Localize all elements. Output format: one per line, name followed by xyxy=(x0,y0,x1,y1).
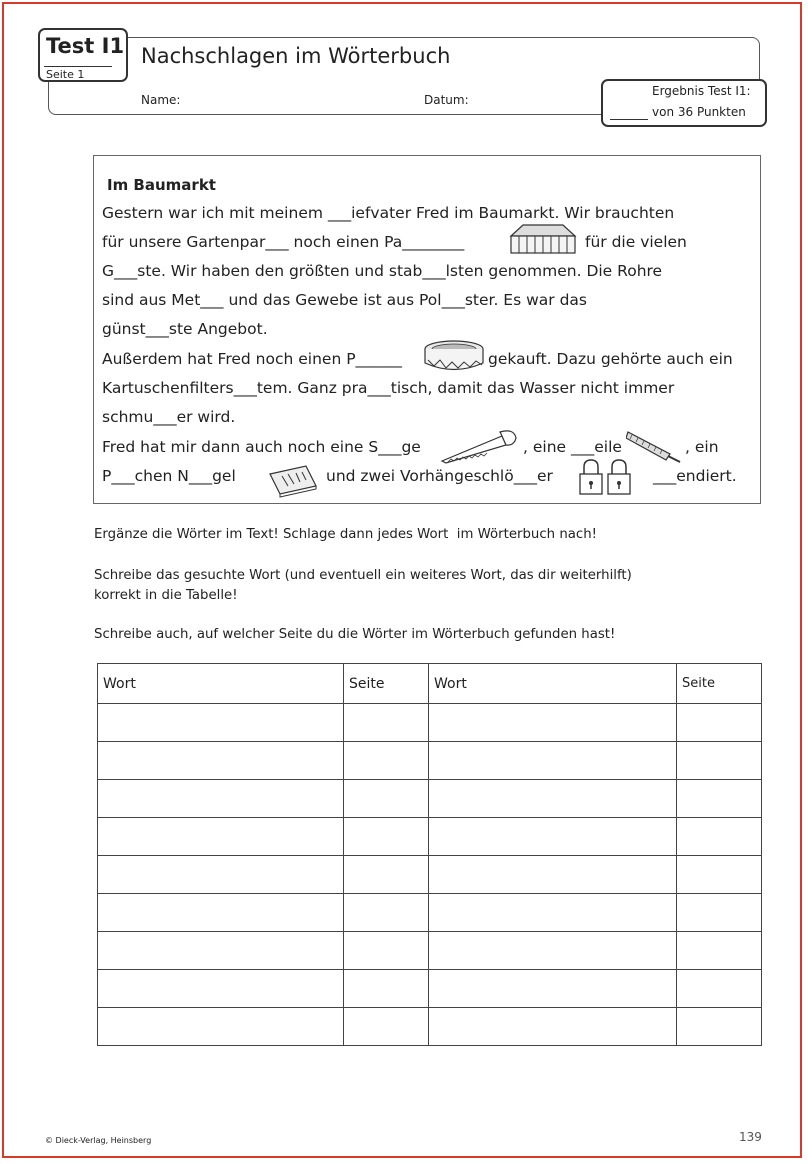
story-line: Außerdem hat Fred noch einen P______ xyxy=(102,350,403,368)
story-line: und zwei Vorhängeschlö___er xyxy=(326,467,553,485)
word-cell[interactable] xyxy=(98,704,344,742)
word-cell[interactable] xyxy=(98,818,344,856)
publisher-note: © Dieck-Verlag, Heinsberg xyxy=(45,1136,152,1145)
pool-icon xyxy=(422,338,486,374)
page-cell[interactable] xyxy=(677,704,762,742)
result-blank xyxy=(610,105,648,120)
table-row xyxy=(98,894,762,932)
divider xyxy=(44,66,112,67)
story-line: Fred hat mir dann auch noch eine S___ge xyxy=(102,438,421,456)
story-line: P___chen N___gel xyxy=(102,467,236,485)
story-line: , eine ___eile xyxy=(523,438,622,456)
tent-icon xyxy=(507,222,579,256)
word-cell[interactable] xyxy=(429,780,677,818)
story-line: , ein xyxy=(685,438,719,456)
file-tool-icon xyxy=(626,428,682,464)
header-cell-word: Wort xyxy=(98,664,344,704)
story-line: gekauft. Dazu gehörte auch ein xyxy=(488,350,733,368)
word-cell[interactable] xyxy=(98,742,344,780)
word-cell[interactable] xyxy=(98,970,344,1008)
story-title: Im Baumarkt xyxy=(107,176,216,194)
page-cell[interactable] xyxy=(677,742,762,780)
page-cell[interactable] xyxy=(344,856,429,894)
page-cell[interactable] xyxy=(344,1008,429,1046)
table-row xyxy=(98,742,762,780)
instruction: Schreibe das gesuchte Wort (und eventuell ein weiteres Wort, das dir weiterhilft) xyxy=(94,568,632,583)
word-cell[interactable] xyxy=(429,704,677,742)
page-number: 139 xyxy=(739,1130,762,1144)
word-cell[interactable] xyxy=(429,894,677,932)
story-line: günst___ste Angebot. xyxy=(102,320,268,338)
word-cell[interactable] xyxy=(98,856,344,894)
word-cell[interactable] xyxy=(429,818,677,856)
table-row xyxy=(98,856,762,894)
page-title: Nachschlagen im Wörterbuch xyxy=(141,44,451,68)
story-line: schmu___er wird. xyxy=(102,408,236,426)
page-cell[interactable] xyxy=(344,894,429,932)
instruction: Schreibe auch, auf welcher Seite du die Wörter im Wörterbuch gefunden hast! xyxy=(94,627,616,642)
date-label: Datum: xyxy=(424,93,469,107)
page-cell[interactable] xyxy=(677,970,762,1008)
word-cell[interactable] xyxy=(429,932,677,970)
page-cell[interactable] xyxy=(677,856,762,894)
table-row xyxy=(98,818,762,856)
table-header-row xyxy=(98,664,762,704)
story-line: Kartuschenfilters___tem. Ganz pra___tisch, damit das Wasser nicht immer xyxy=(102,379,675,397)
word-cell[interactable] xyxy=(98,1008,344,1046)
padlock-icon xyxy=(578,458,604,496)
story-line: für unsere Gartenpar___ noch einen Pa________ xyxy=(102,233,465,251)
test-sub: Seite 1 xyxy=(46,68,85,81)
table-row xyxy=(98,932,762,970)
page-cell[interactable] xyxy=(344,970,429,1008)
page-cell[interactable] xyxy=(677,780,762,818)
story-line: sind aus Met___ und das Gewebe ist aus Pol___ster. Es war das xyxy=(102,291,587,309)
word-cell[interactable] xyxy=(429,742,677,780)
story-line: für die vielen xyxy=(585,233,687,251)
header-cell-page: Seite xyxy=(677,664,762,704)
story-line: Gestern war ich mit meinem ___iefvater Fred im Baumarkt. Wir brauchten xyxy=(102,204,675,222)
page-cell[interactable] xyxy=(677,818,762,856)
word-cell[interactable] xyxy=(98,780,344,818)
word-cell[interactable] xyxy=(98,932,344,970)
word-cell[interactable] xyxy=(429,1008,677,1046)
instruction: Ergänze die Wörter im Text! Schlage dann jedes Wort im Wörterbuch nach! xyxy=(94,527,597,542)
table-row xyxy=(98,1008,762,1046)
page-cell[interactable] xyxy=(344,742,429,780)
nail-box-icon xyxy=(266,462,320,498)
result-points: von 36 Punkten xyxy=(652,105,746,119)
table-row xyxy=(98,780,762,818)
name-label: Name: xyxy=(141,93,181,107)
story-line: G___ste. Wir haben den größten und stab___lsten genommen. Die Rohre xyxy=(102,262,663,280)
page-cell[interactable] xyxy=(677,894,762,932)
word-cell[interactable] xyxy=(429,856,677,894)
header-cell-word: Wort xyxy=(429,664,677,704)
padlock-icon xyxy=(606,458,632,496)
word-table xyxy=(97,663,762,1046)
page-cell[interactable] xyxy=(344,704,429,742)
test-id: Test I1 xyxy=(46,34,125,58)
saw-icon xyxy=(440,428,520,464)
page-cell[interactable] xyxy=(344,780,429,818)
instruction: korrekt in die Tabelle! xyxy=(94,588,238,603)
page-cell[interactable] xyxy=(677,1008,762,1046)
table-row xyxy=(98,970,762,1008)
page-cell[interactable] xyxy=(677,932,762,970)
word-cell[interactable] xyxy=(98,894,344,932)
test-badge xyxy=(38,28,128,82)
table-row xyxy=(98,704,762,742)
word-cell[interactable] xyxy=(429,970,677,1008)
story-line: ___endiert. xyxy=(653,467,737,485)
result-title: Ergebnis Test I1: xyxy=(652,84,751,98)
header-cell-page: Seite xyxy=(344,664,429,704)
page-cell[interactable] xyxy=(344,818,429,856)
result-box xyxy=(601,79,767,127)
page-cell[interactable] xyxy=(344,932,429,970)
